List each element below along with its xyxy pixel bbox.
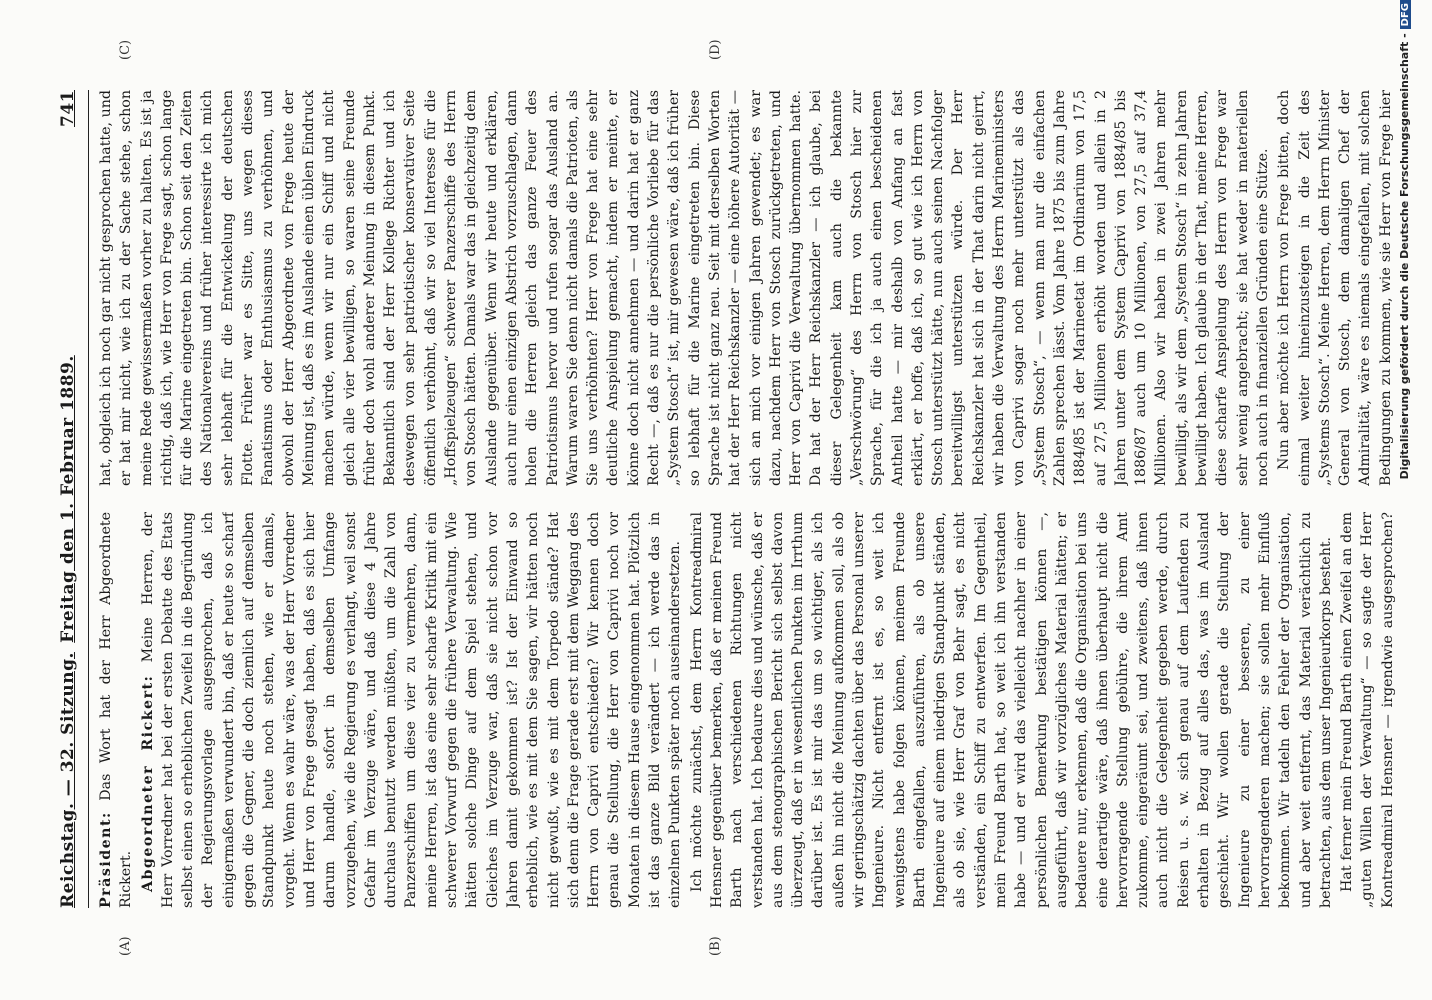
dfg-logo: DFG bbox=[1400, 0, 1411, 29]
credit-text: Digitalisierung gefördert durch die Deutsche Forschungsgemeinschaft - bbox=[1398, 33, 1411, 480]
paragraph bbox=[687, 512, 1337, 908]
digitization-credit bbox=[1398, 0, 1411, 960]
margin-mark-b: (B) bbox=[708, 936, 723, 956]
paragraph-text: Das Wort hat der Herr Abgeordnete Rickert. bbox=[98, 512, 135, 908]
margin-mark-a: (A) bbox=[118, 936, 133, 956]
paragraph bbox=[96, 90, 1273, 486]
paragraph bbox=[138, 512, 686, 908]
paragraph-text: Hat ferner mein Freund Barth einen Zweifel an dem „guten Willen der Verwaltung“ — so sagte der Herr Kontreadmiral Hensner — irgendwie ausgesprochen? bbox=[1339, 512, 1396, 908]
page-number: 741 bbox=[58, 90, 78, 127]
paragraph-text: hat, obgleich ich noch gar nicht gesprochen hatte, und er hat mir nicht, wie ich zu der Sache stehe, schon meine Rede gewissermaßen vorher zu halten. Es ist ja richtig, daß ich, wie Herr von Frege sagt, schon lange für die Marine eingetreten bin. Schon seit den Zeiten des Nationalvereins und früher interessirte ich mich sehr lebhaft für die Entwickelung der deutschen Flotte. Früher war es Sitte, uns wegen dieses Fanatismus oder Enthusiasmus zu verhöhnen, und obwohl der Herr Abgeordnete von Frege heute der Meinung ist, daß es im Auslande einen üblen Eindruck machen würde, wenn wir nur ein Schiff und nicht gleich alle vier bewilligen, so waren seine Freunde früher doch wohl anderer Meinung in diesem Punkt. Bekanntlich sind der Herr Kollege Richter und ich deswegen von sehr patriotischer konservativer Seite öffentlich verhöhnt, daß wir so viel Interesse für die „Hoffspielzeugen“ schwerer Panzerschiffe des Herrn von Stosch hätten. Damals war das in gleichzeitig dem Auslande gegenüber. Wenn wir heute und erklären, auch nur einen einzigen Abstrich vorzuschlagen, dann holen die Herren gleich das ganze Feuer des Patriotismus hervor und rufen sogar das Ausland an. Warum waren Sie denn nicht damals die Patrioten, als Sie uns verhöhnten? Herr von Frege hat eine sehr deutliche Anspielung gemacht, indem er meinte, er könne doch nicht annehmen — und darin hat er ganz Recht —, daß es nur die persönliche Vorliebe für das „System Stosch“ ist, mir gewesen wäre, daß ich früher so lebhaft für die Marine eingetreten bin. Diese Sprache ist nicht ganz neu. Seit mit derselben Worten hat der Herr Reichskanzler — eine höhere Autorität — sich an mich vor einigen Jahren gewendet; es war dazu, nachdem Herr von Stosch zurückgetreten, und Herr von Caprivi die Verwaltung übernommen hatte. Da hat der Herr Reichskanzler — ich glaube, bei dieser Gelegenheit kam auch die bekannte „Verschwörung“ des Herrn von Stosch hier zur Sprache, für die ich ja auch einen bescheidenen Antheil hatte — mir deshalb von Anfang an fast erklärt, er hoffe, daß ich, so gut wie ich Herrn von Stosch unterstützt hätte, nun auch seinen Nachfolger bereitwilligst unterstützen würde. Der Herr Reichskanzler hat sich in der That darin nicht geirrt, wir haben die Verwaltung des Herrn Marineministers von Caprivi sogar noch mehr unterstützt als das „System Stosch“, — wenn man nur die einfachen Zahlen sprechen lässt. Vom Jahre 1875 bis zum Jahre 1884/85 ist der Marineetat im Ordinarium von 17,5 auf 27,5 Millionen erhöht worden und allein in 2 Jahren unter dem System Caprivi von 1884/85 bis 1886/87 auch um 10 Millionen, von 27,5 auf 37,4 Millionen. Also wir haben in zwei Jahren mehr bewilligt, als wir dem „System Stosch“ in zehn Jahren bewilligt haben. Ich glaube in der That, meine Herren, diese scharfe Anspielung des Herrn von Frege war sehr wenig angebracht; sie hat weder in materiellen noch auch in finanziellen Gründen eine Stütze. bbox=[98, 90, 1271, 486]
speaker-label: Abgeordneter Rickert: bbox=[139, 674, 156, 892]
page-header bbox=[58, 90, 84, 908]
header-divider bbox=[88, 90, 89, 908]
paragraph bbox=[1337, 512, 1396, 908]
text-column-left bbox=[96, 512, 1396, 908]
paragraph bbox=[96, 512, 137, 908]
paragraph-text: Meine Herren, der Herr Vorredner hat bei der ersten Debatte des Etats selbst einen so erheblichen Zweifel in die Begründung der Regierungsvorlage ausgesprochen, daß ich einigermaßen verwundert bin, daß er heute so scharf gegen die Gegner, die doch ziemlich auf demselben Standpunkt heute noch stehen, wie er damals, vorgeht. Wenn es wahr wäre, was der Herr Vorredner und Herr von Frege gesagt haben, daß es sich hier darum handle, sofort in demselben Umfange vorzugehen, wie die Regierung es verlangt, weil sonst Gefahr im Verzuge wäre, und daß diese 4 Jahre durchaus benutzt werden müßten, um die Zahl von Panzerschiffen um diese vier zu vermehren, dann, meine Herren, ist das eine sehr scharfe Kritik mit ein schwerer Vorwurf gegen die frühere Verwaltung. Wie hätten solche Dinge auf dem Spiel stehen, und Gleiches im Verzuge war, daß sie nicht schon vor Jahren damit gekommen ist? Ist der Einwand so erheblich, wie es mit dem Sie sagen, wir hätten noch nicht gewußt, wie es mit dem Torpedo stände? Hat sich denn die Frage gerade erst mit dem Weggang des Herrn von Caprivi entschieden? Wir kennen doch genau die Stellung, die Herr von Caprivi noch vor Monaten in diesem Hause eingenommen hat. Plötzlich ist das ganze Bild verändert — ich werde das in einzelnen Punkten später noch auseinandersetzen. bbox=[139, 512, 684, 908]
text-column-right bbox=[96, 90, 1396, 486]
header-session: Reichstag. — 32. Sitzung. bbox=[58, 652, 78, 908]
speaker-label: Präsident: bbox=[98, 811, 114, 908]
paragraph-text: Ich möchte zunächst, dem Herrn Kontreadmiral Hensner gegenüber bemerken, daß er meinen Freund Barth nach verschiedenen Richtungen nicht verstanden hat. Ich bedaure dies und wünsche, daß er aus dem stenographischen Bericht sich selbst davon überzeugt, daß er in wesentlichen Punkten im Irrthum darüber ist. Es ist mir das um so wichtiger, als ich außen hin nicht die Meinung aufkommen soll, als ob wir geringschätzig dachten über das Personal unserer Ingenieure. Nicht entfernt ist es, so weit ich wenigstens habe folgen können, meinem Freunde Barth eingefallen, auszuführen, als ob unsere Ingenieure auf einem niedrigen Standpunkt ständen, als ob sie, wie Herr Graf von Behr sagt, es nicht verständen, ein Schiff zu entwerfen. Im Gegentheil, mein Freund Barth hat, so weit ich ihn verstanden habe — und er wird das vielleicht nachher in einer persönlichen Bemerkung bestätigen können —, ausgeführt, daß wir vorzügliches Material hätten; er bedauere nur, erkennen, daß die Organisation bei uns eine derartige wäre, daß ihnen überhaupt nicht die hervorragende Stellung gebühre, die ihrem Amt zukomme, eingeräumt sei, und zweitens, daß ihnen auch nicht die Gelegenheit gegeben werde, durch Reisen u. s. w. sich genau auf dem Laufenden zu erhalten in Bezug auf alles das, was im Ausland geschieht. Wir wollen gerade die Stellung der Ingenieure zu einer besseren, zu einer hervorragenderen machen; sie sollen mehr Einfluß bekommen. Wir tadeln den Fehler der Organisation, und aber weit entfernt, das Material verächtlich zu betrachten, aus dem unser Ingenieurkorps besteht. bbox=[688, 512, 1334, 908]
paragraph bbox=[1274, 90, 1396, 486]
margin-mark-c: (C) bbox=[118, 39, 133, 60]
header-date: Freitag den 1. Februar 1889. bbox=[58, 355, 78, 643]
paragraph-text: Nun aber möchte ich Herrn von Frege bitten, doch einmal weiter hineinzusteigen in die Zeit des „Systems Stosch“. Meine Herren, dem Herrn Minister General von Stosch, dem damaligen Chef der Admiralität, wäre es niemals eingefallen, mit solchen Bedingungen zu kommen, wie sie Herr von Frege hier bbox=[1276, 90, 1394, 486]
margin-mark-d: (D) bbox=[708, 39, 723, 60]
